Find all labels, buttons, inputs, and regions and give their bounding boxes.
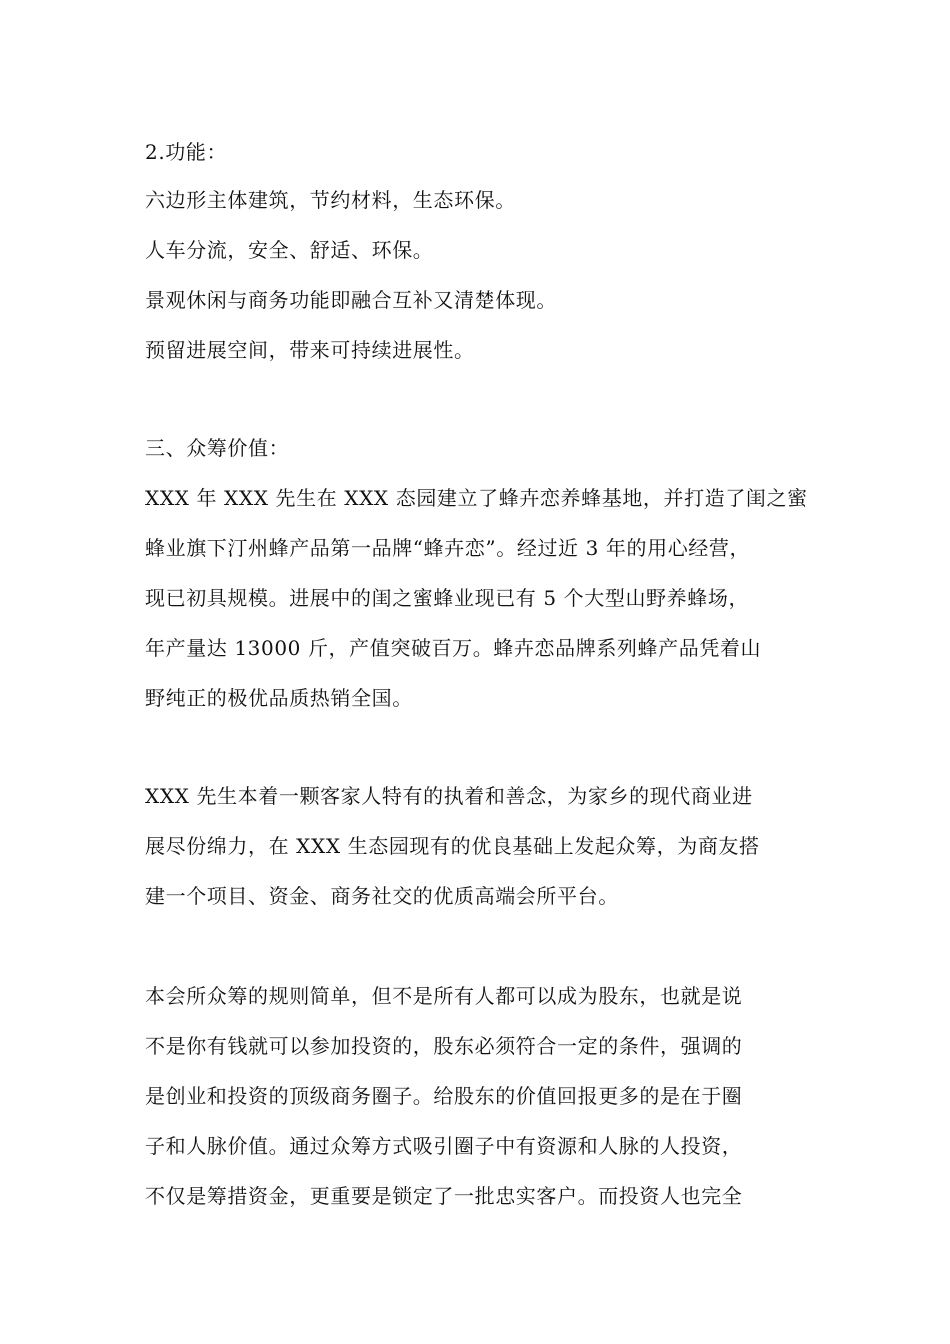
paragraph-1-line: 现已初具规模。进展中的闺之蜜蜂业现已有 5 个大型山野养蜂场， bbox=[145, 586, 750, 610]
paragraph-3-line: 不仅是筹措资金，更重要是锁定了一批忠实客户。而投资人也完全 bbox=[145, 1184, 743, 1208]
paragraph-3-line: 不是你有钱就可以参加投资的，股东必须符合一定的条件，强调的 bbox=[145, 1034, 743, 1058]
paragraph-3-line: 本会所众筹的规则简单，但不是所有人都可以成为股东，也就是说 bbox=[145, 984, 743, 1008]
function-item: 人车分流，安全、舒适、环保。 bbox=[145, 238, 434, 262]
function-item: 预留进展空间，带来可持续进展性。 bbox=[145, 338, 475, 362]
function-item: 六边形主体建筑，节约材料，生态环保。 bbox=[145, 188, 516, 212]
paragraph-1-line: XXX 年 XXX 先生在 XXX 态园建立了蜂卉恋养蜂基地，并打造了闺之蜜 bbox=[145, 486, 808, 510]
paragraph-1-line: 野纯正的极优品质热销全国。 bbox=[145, 686, 413, 710]
paragraph-1-line: 蜂业旗下汀州蜂产品第一品牌“蜂卉恋”。经过近 3 年的用心经营， bbox=[145, 536, 751, 560]
function-item: 景观休闲与商务功能即融合互补又清楚体现。 bbox=[145, 288, 557, 312]
paragraph-3-line: 子和人脉价值。通过众筹方式吸引圈子中有资源和人脉的人投资， bbox=[145, 1134, 743, 1158]
section-heading-value: 三、众筹价值： bbox=[145, 436, 290, 460]
paragraph-1-line: 年产量达 13000 斤，产值突破百万。蜂卉恋品牌系列蜂产品凭着山 bbox=[145, 636, 762, 660]
paragraph-2-line: 展尽份绵力，在 XXX 生态园现有的优良基础上发起众筹，为商友搭 bbox=[145, 834, 760, 858]
paragraph-2-line: XXX 先生本着一颗客家人特有的执着和善念，为家乡的现代商业进 bbox=[145, 784, 753, 808]
paragraph-2-line: 建一个项目、资金、商务社交的优质高端会所平台。 bbox=[145, 884, 619, 908]
paragraph-3-line: 是创业和投资的顶级商务圈子。给股东的价值回报更多的是在于圈 bbox=[145, 1084, 743, 1108]
section-heading-functions: 2.功能： bbox=[145, 140, 228, 164]
